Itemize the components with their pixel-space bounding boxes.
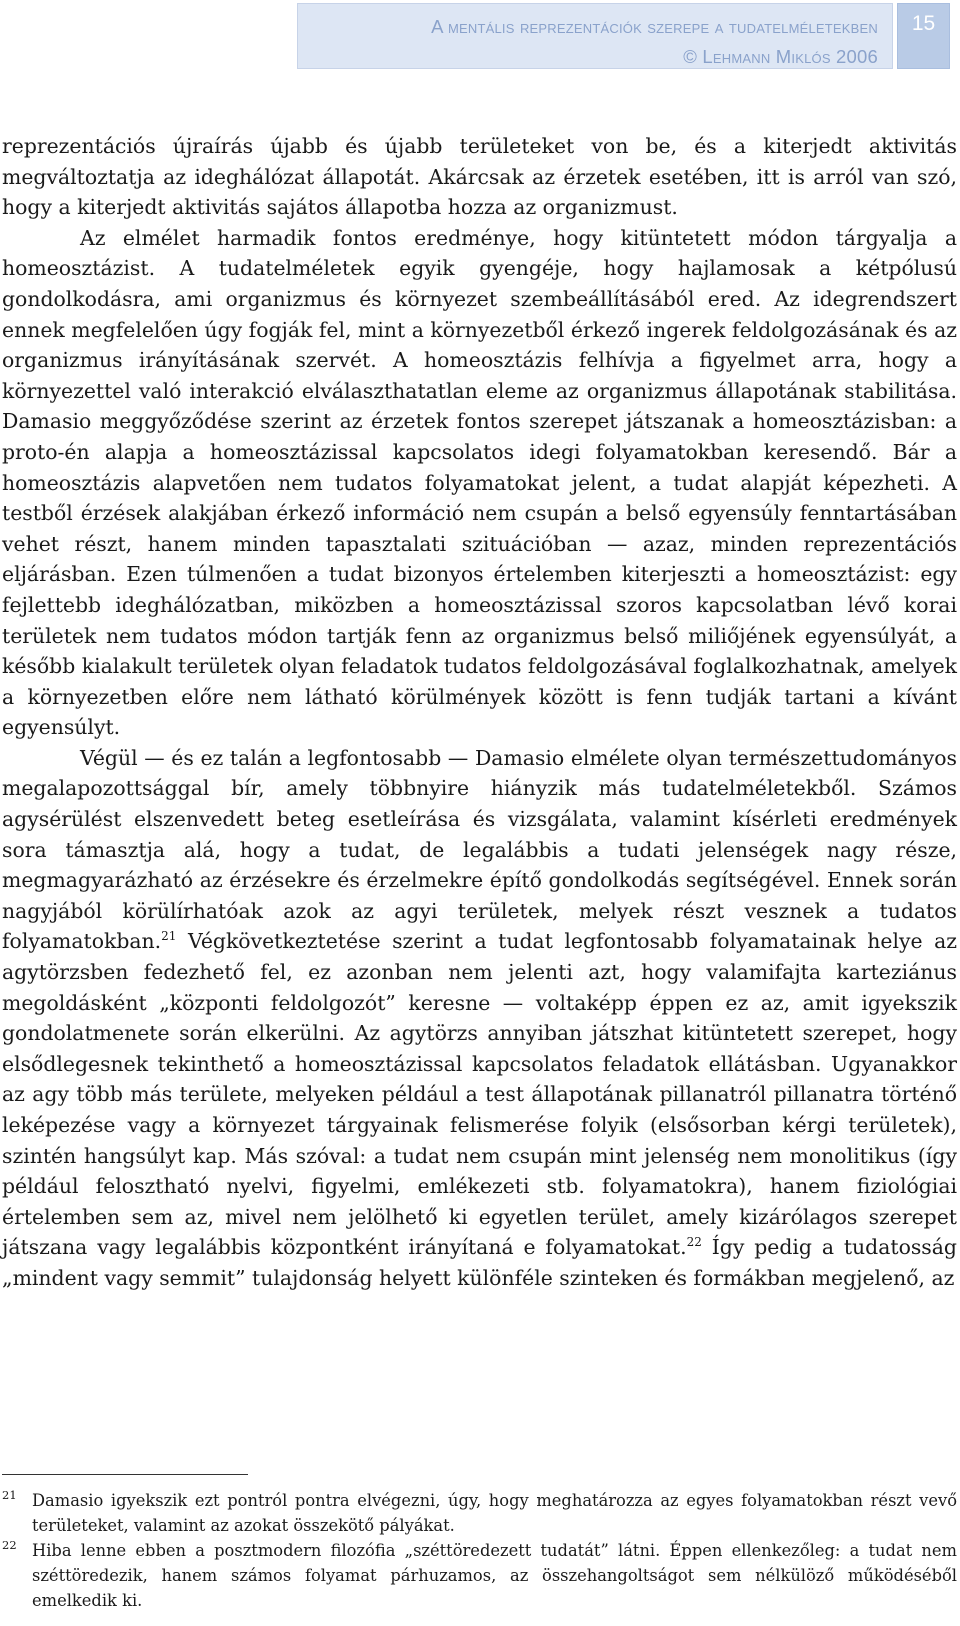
main-text	[2, 131, 957, 1294]
footnotes	[2, 1488, 957, 1613]
footnote-mark: 21	[2, 1488, 17, 1502]
footnote-text: Damasio igyekszik ezt pontról pontra elvégezni, úgy, hogy meghatározza az egyes folyamatokban részt vevő területeket, valamint az azokat összekötő pályákat.	[32, 1491, 957, 1535]
paragraph-3-part-1: Végül — és ez talán a legfontosabb — Damasio elmélete olyan természettudományos megalapozottsággal bír, amely többnyire hiányzik más tudatelméletekből. Számos agysérülést elszenvedett beteg esetleírása és vizsgálata, valamint kísérleti eredmények sora támasztja alá, hogy a tudat, de legalábbis a tudati jelenségek nagy része, megmagyarázható az érzésekre és érzelmekre építő gondolkodás segítségével. Ennek során nagyjából körülírhatóak azok az agyi területek, melyek részt vesznek a tudatos folyamatokban.	[2, 745, 957, 954]
paragraph-2: Az elmélet harmadik fontos eredménye, hogy kitüntetett módon tárgyalja a homeosztázist. A tudatelméletek egyik gyengéje, hogy hajlamosak a kétpólusú gondolkodásra, ami organizmus és környezet szembeállításából ered. Az idegrendszert ennek megfelelően úgy fogják fel, mint a környezetből érkező ingerek feldolgozásának és az organizmus irányításának szervét. A homeosztázis felhívja a figyelmet arra, hogy a környezettel való interakció elválaszthatatlan eleme az organizmus állapotának stabilitása. Damasio meggyőződése szerint az érzetek fontos szerepet játszanak a homeosztázisban: a proto-én alapja a homeosztázissal kapcsolatos idegi folyamatokban keresendő. Bár a homeosztázis alapvetően nem tudatos folyamatokat jelent, a tudat alapját képezheti. A testből érzések alakjában érkező információ nem csupán a belső egyensúly fenntartásában vehet részt, hanem minden tapasztalati szituációban — azaz, minden reprezentációs eljárásban. Ezen túlmenően a tudat bizonyos értelemben kiterjeszti a homeosztázist: egy fejlettebb ideghálózatban, miközben a homeosztázissal szoros kapcsolatban lévő korai területek nem tudatos módon tartják fenn az organizmus belső miliőjének egyensúlyát, a később kialakult területek olyan feladatok tudatos feldolgozásával foglalkozhatnak, amelyek a környezetben előre nem látható körülmények között is fenn tudják tartani a kívánt egyensúlyt.	[2, 225, 957, 740]
paragraph-3-part-2: Végkövetkeztetése szerint a tudat legfontosabb folyamatainak helye az agytörzsben fedezhető fel, ez azonban nem jelenti azt, hogy valamifajta karteziánus megoldásként „központi feldolgozót” keresne — voltaképp éppen ez az, amit igyekszik gondolatmenete során elkerülni. Az agytörzs annyiban játszhat kitüntetett szerepet, hogy elsődlegesnek tekinthető a homeosztázissal kapcsolatos feladatok ellátásban. Ugyanakkor az agy több más területe, melyeken például a test állapotának pillanatról pillanatra történő leképezése vagy a környezet tárgyainak felismerése folyik (elsősorban kérgi területek), szintén hangsúlyt kap. Más szóval: a tudat nem csupán mint jelenség nem monolitikus (így például felosztható nyelvi, figyelmi, emlékezeti stb. folyamatokra), hanem fiziológiai értelemben sem az, mivel nem jelölhető ki egyetlen terület, amely kizárólagos szerepet játszana vagy legalábbis központként irányítaná e folyamatokat.	[2, 929, 957, 1260]
footnote-ref-21[interactable]: 21	[161, 929, 177, 944]
running-author: © Lehmann Miklós 2006	[683, 46, 878, 67]
paragraph-3-part-3: Így pedig a tudatosság „mindent vagy semmit” tulajdonság helyett különféle szinteken és formákban megjelenő, az	[2, 1235, 957, 1290]
running-title: A mentális reprezentációk szerepe a tudatelméletekben	[431, 16, 878, 37]
paragraph-1: reprezentációs újraírás újabb és újabb területeket von be, és a kiterjedt aktivitás megváltoztatja az ideghálózat állapotát. Akárcsak az érzetek esetében, itt is arról van szó, hogy a kiterjedt aktivitás sajátos állapotba hozza az organizmust.	[2, 134, 957, 220]
running-header-box	[297, 3, 893, 69]
footnote-mark: 22	[2, 1538, 17, 1552]
paragraph-3	[2, 743, 957, 1294]
footnote-text: Hiba lenne ebben a posztmodern filozófia „széttöredezett tudatát” látni. Éppen ellenkezőleg: a tudat nem széttöredezik, hanem számos folyamat párhuzamos, az összehangoltságot sem nélkülöző működéséből emelkedik ki.	[32, 1541, 957, 1610]
page-number: 15	[897, 3, 950, 69]
page-header	[0, 0, 960, 74]
footnote-ref-22[interactable]: 22	[686, 1235, 702, 1250]
footnote-separator	[2, 1474, 248, 1475]
footnote-22	[2, 1538, 957, 1613]
footnote-21	[2, 1488, 957, 1538]
